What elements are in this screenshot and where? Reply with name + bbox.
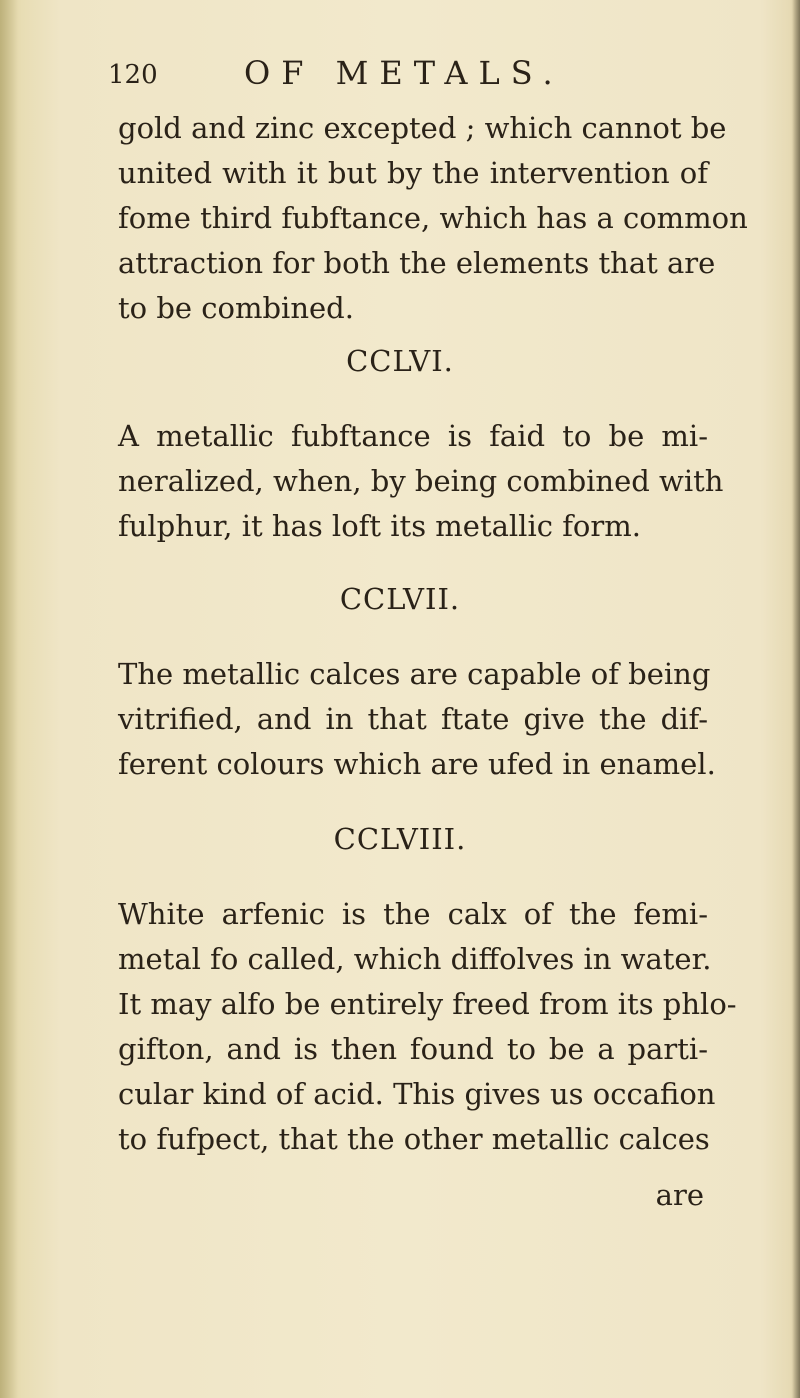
- text-line: fome third fubftance, which has a common: [118, 201, 748, 235]
- text-line: to fufpect, that the other metallic calces: [118, 1122, 710, 1156]
- paragraph-intro: [118, 106, 748, 331]
- text-line: ferent colours which are ufed in enamel.: [118, 747, 716, 781]
- section-heading-cclvii: CCLVII.: [339, 582, 461, 616]
- text-line: It may alfo be entirely freed from its phlo-: [118, 987, 737, 1021]
- text-line: cular kind of acid. This gives us occafion: [118, 1077, 716, 1111]
- text-line: gifton, and is then found to be a parti-: [118, 1032, 708, 1066]
- section-heading-cclviii: CCLVIII.: [333, 822, 467, 856]
- page-number: 120: [108, 60, 158, 90]
- section-heading-cclvi: CCLVI.: [346, 344, 454, 378]
- paragraph-cclvi: [118, 414, 724, 549]
- page-edge: [792, 0, 800, 1398]
- running-head: OF METALS.: [244, 54, 564, 92]
- paragraph-cclviii: [118, 892, 737, 1162]
- text-line: united with it but by the intervention of: [118, 156, 708, 190]
- text-line: White arfenic is the calx of the femi-: [118, 897, 708, 931]
- text-line: metal fo called, which diffolves in water.: [118, 942, 712, 976]
- page-header: [108, 54, 688, 94]
- paragraph-cclvii: [118, 652, 716, 787]
- text-line: vitrified, and in that ftate give the dif-: [118, 702, 708, 736]
- text-line: gold and zinc excepted ; which cannot be: [118, 111, 727, 145]
- text-line: The metallic calces are capable of being: [118, 657, 711, 691]
- text-line: to be combined.: [118, 291, 354, 325]
- text-line: fulphur, it has loft its metallic form.: [118, 509, 641, 543]
- text-line: neralized, when, by being combined with: [118, 464, 724, 498]
- catchword: are: [655, 1178, 704, 1212]
- text-line: A metallic fubftance is faid to be mi-: [118, 419, 708, 453]
- text-line: attraction for both the elements that are: [118, 246, 716, 280]
